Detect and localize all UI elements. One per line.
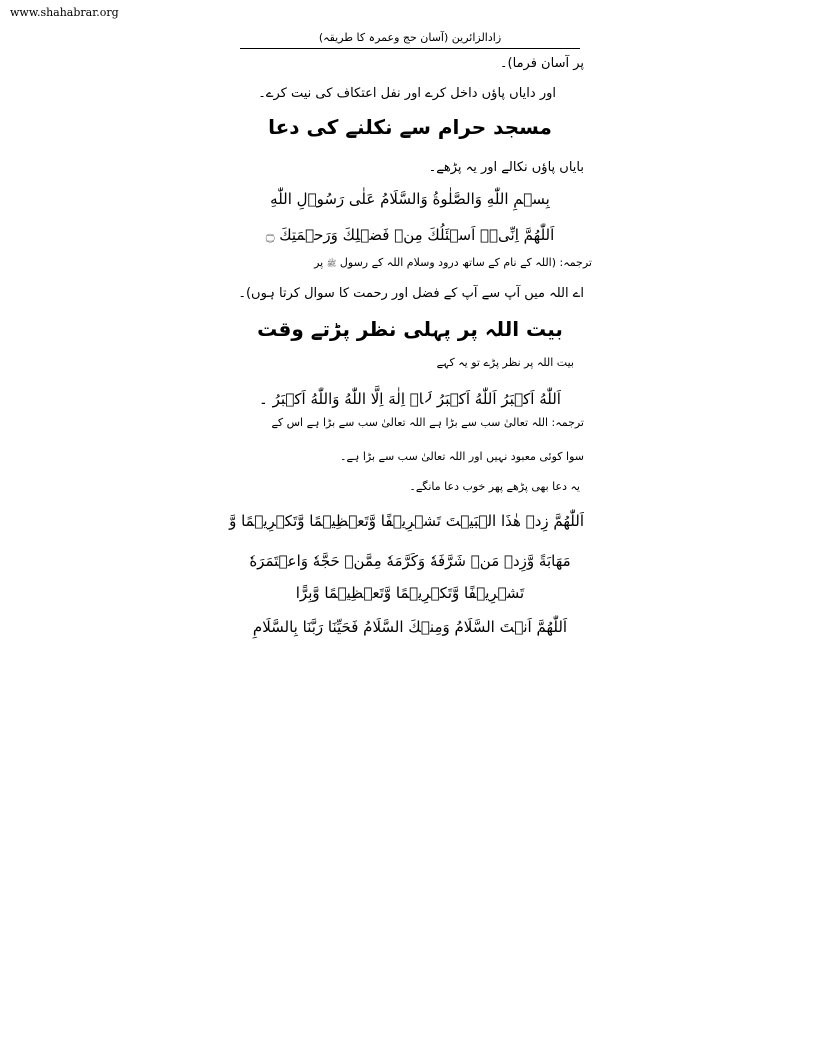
text-line: اور دایاں پاؤں داخل کرے اور نفل اعتکاف کی نیت کرے۔ [258,86,556,101]
text-line: ترجمہ: اللہ تعالیٰ سب سے بڑا ہے اللہ تعالیٰ سب سے بڑا ہے اس کے [271,416,584,429]
text-line: سوا کوئی معبود نہیں اور اللہ تعالیٰ سب سے بڑا ہے۔ [340,450,584,463]
arabic-supplication: اَللّٰهُمَّ اَنۡتَ السَّلَامُ وَمِنۡكَ السَّلَامُ فَحَيِّنَا رَبَّنَا بِالسَّلَامِ [252,618,568,636]
honorific-glyph: ﷺ [326,259,337,268]
site-url: www.shahabrar.org [10,6,119,19]
arabic-supplication: تَشۡرِيۡفًا وَّتَكۡرِيۡمًا وَّتَعۡظِيۡمًا وَّبِرًّا [295,584,525,602]
arabic-supplication: اَللّٰهُمَّ اِنِّیۡۤ اَسۡئَلُكَ مِنۡ فَضۡلِكَ وَرَحۡمَتِكَ ۝ [265,226,555,244]
text-line: بیت اللہ پر نظر پڑے تو یہ کہے [436,356,574,369]
section-heading: مسجد حرام سے نکلنے کی دعا [268,115,552,139]
translation-text: پر [314,256,324,269]
text-line: پر آسان فرما)۔ [499,56,584,71]
text-line: اے اللہ میں آپ سے آپ کے فضل اور رحمت کا سوال کرتا ہوں)۔ [238,286,584,301]
arabic-supplication: مَهَابَةً وَّزِدۡ مَنۡ شَرَّفَهٗ وَكَرَّمَهٗ مِمَّنۡ حَجَّهٗ وَاعۡتَمَرَهٗ [249,552,571,570]
running-header: زادالزائرین (آسان حج وعمرہ کا طریقہ) [240,28,580,49]
arabic-supplication: اَللّٰهُ اَکۡبَرُ اَللّٰهُ اَکۡبَرُ لَاۤ اِلٰهَ اِلَّا اللّٰهُ وَاللّٰهُ اَکۡبَرُ ۔ [259,390,561,408]
arabic-supplication: بِسۡمِ اللّٰهِ وَالصَّلٰوةُ وَالسَّلَامُ عَلٰی رَسُوۡلِ اللّٰهِ [270,190,550,208]
translation-label: ترجمہ: [559,256,592,269]
section-heading: بیت اللہ پر پہلی نظر پڑتے وقت [257,317,563,341]
arabic-supplication: اَللّٰهُمَّ زِدۡ هٰذَا الۡبَيۡتَ تَشۡرِيۡفًا وَّتَعۡظِيۡمًا وَّتَكۡرِيۡمًا وَّ [229,512,584,530]
translation-line [232,256,592,270]
text-line: یہ دعا بھی پڑھے پھر خوب دعا مانگے۔ [409,480,580,493]
text-line: بایاں پاؤں نکالے اور یہ پڑھے۔ [428,160,584,175]
translation-text: (اللہ کے نام کے ساتھ درود وسلام اللہ کے رسول [339,256,557,269]
book-page [229,26,592,652]
